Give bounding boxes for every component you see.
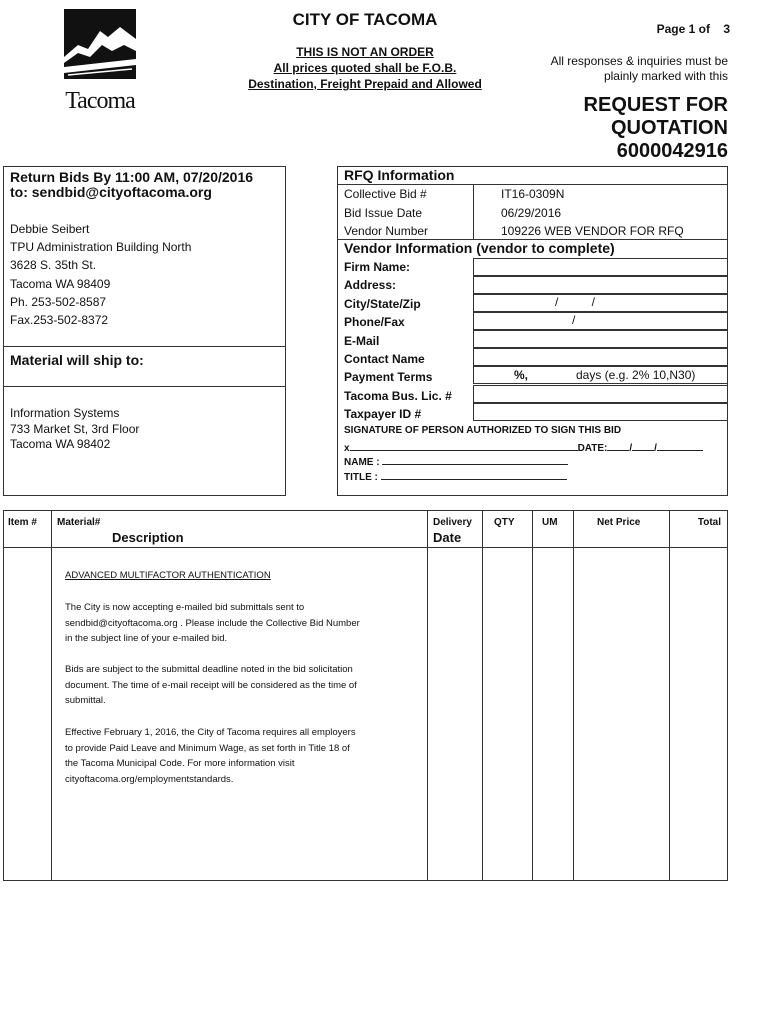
address-line: Ph. 253-502-8587	[10, 294, 107, 309]
email-label: E-Mail	[344, 333, 380, 348]
phone-fax-label: Phone/Fax	[344, 315, 405, 330]
rfq-label: Bid Issue Date	[344, 205, 423, 220]
city-slashes: / /	[555, 295, 596, 309]
name-label: NAME :	[344, 457, 380, 468]
col-qty: QTY	[494, 517, 515, 528]
contact-name-field[interactable]	[473, 348, 728, 366]
signature-heading: SIGNATURE OF PERSON AUTHORIZED TO SIGN THIS BID	[344, 425, 622, 436]
fob-line-1: All prices quoted shall be F.O.B.	[273, 61, 457, 75]
paragraph-line: in the subject line of your e-mailed bid.	[65, 633, 228, 645]
paragraph-line: document. The time of e-mail receipt will be considered as the time of	[65, 679, 357, 691]
firm-name-field[interactable]	[473, 258, 728, 276]
title-label: TITLE :	[344, 472, 378, 483]
page-indicator	[630, 22, 730, 36]
address-line: Tacoma WA 98409	[10, 276, 111, 291]
paragraph-line: The City is now accepting e-mailed bid submittals sent to	[65, 602, 305, 613]
col-total: Total	[697, 517, 721, 528]
email-field[interactable]	[473, 330, 728, 348]
city-state-zip-field[interactable]	[473, 294, 728, 312]
paragraph-line: the Tacoma Municipal Code. For more information visit	[65, 758, 295, 770]
bus-lic-label: Tacoma Bus. Lic. #	[344, 388, 452, 403]
address-field[interactable]	[473, 276, 728, 294]
not-order-notice: THIS IS NOT AN ORDER	[296, 45, 434, 59]
col-delivery: Delivery	[433, 517, 472, 528]
vendor-info-heading: Vendor Information (vendor to complete)	[344, 240, 615, 256]
address-line: Fax.253-502-8372	[10, 313, 109, 328]
address-line: Tacoma WA 98402	[10, 437, 111, 451]
title-line[interactable]	[344, 469, 567, 483]
col-date: Date	[433, 530, 462, 545]
rfq-label: Collective Bid #	[344, 187, 427, 201]
paragraph-line: Bids are subject to the submittal deadline noted in the bid solicitation	[65, 664, 353, 675]
rfq-value: 109226 WEB VENDOR FOR RFQ	[501, 224, 684, 238]
signature-x: x	[344, 443, 350, 454]
name-line[interactable]	[344, 454, 568, 468]
return-bids-deadline: Return Bids By 11:00 AM, 07/20/2016	[10, 169, 254, 185]
mountain-logo-icon	[64, 9, 136, 79]
col-net-price: Net Price	[597, 517, 641, 528]
rfq-label: Vendor Number	[344, 224, 429, 238]
paragraph-line: to provide Paid Leave and Minimum Wage, as set forth in Title 18 of	[65, 742, 350, 754]
rfq-info-labels	[344, 185, 428, 241]
city-state-zip-label: City/State/Zip	[344, 296, 421, 311]
rfq-value: 06/29/2016	[501, 205, 562, 220]
col-description: Description	[112, 530, 184, 545]
signature-line[interactable]: x DATE: / /	[344, 440, 703, 454]
address-line: Debbie Seibert	[10, 222, 90, 236]
ship-to-address	[10, 406, 139, 453]
rfq-info-values	[501, 185, 684, 241]
taxpayer-id-label: Taxpayer ID #	[344, 407, 422, 422]
payment-days: days (e.g. 2% 10,N30)	[576, 368, 696, 382]
page-label: Page 1 of	[656, 22, 710, 36]
email-bid-paragraph	[65, 600, 360, 647]
deadline-paragraph	[65, 662, 357, 709]
rfq-value: IT16-0309N	[501, 187, 565, 201]
city-title: CITY OF TACOMA	[292, 10, 438, 29]
item-title: ADVANCED MULTIFACTOR AUTHENTICATION	[65, 570, 271, 581]
return-bids-email: to: sendbid@cityoftacoma.org	[10, 184, 212, 200]
logo-wordmark: Tacoma	[65, 88, 135, 114]
rfq-title-1: REQUEST FOR	[583, 94, 728, 116]
address-line: 3628 S. 35th St.	[10, 258, 97, 273]
firm-name-label: Firm Name:	[344, 260, 411, 274]
contact-name-label: Contact Name	[344, 352, 425, 367]
col-material: Material#	[57, 517, 101, 528]
phone-slash: /	[572, 313, 576, 327]
paragraph-line: submittal.	[65, 695, 106, 707]
responses-line-2: plainly marked with this	[603, 69, 728, 83]
ship-to-heading: Material will ship to:	[10, 352, 144, 368]
address-line: TPU Administration Building North	[10, 240, 192, 255]
return-address	[10, 220, 191, 329]
address-label: Address:	[344, 278, 397, 293]
phone-fax-field[interactable]	[473, 312, 728, 330]
paid-leave-paragraph	[65, 725, 356, 787]
paragraph-line: Effective February 1, 2016, the City of Tacoma requires all employers	[65, 727, 356, 738]
address-line: 733 Market St, 3rd Floor	[10, 421, 140, 436]
col-item: Item #	[8, 517, 37, 528]
paragraph-line: cityoftacoma.org/employmentstandards.	[65, 773, 234, 785]
city-logo	[64, 9, 136, 113]
paragraph-line: sendbid@cityoftacoma.org . Please include the Collective Bid Number	[65, 617, 360, 629]
vendor-field-labels	[344, 258, 452, 424]
page-total: 3	[723, 22, 730, 36]
taxpayer-id-field[interactable]	[473, 403, 728, 421]
address-line: Information Systems	[10, 406, 120, 420]
bus-lic-field[interactable]	[473, 385, 728, 403]
rfq-number: 6000042916	[616, 140, 728, 162]
col-um: UM	[542, 517, 558, 528]
responses-line-1: All responses & inquiries must be	[550, 54, 728, 68]
fob-line-2: Destination, Freight Prepaid and Allowed	[248, 77, 482, 91]
date-label: DATE:	[577, 443, 608, 454]
rfq-title-2: QUOTATION	[610, 117, 728, 139]
rfq-info-heading: RFQ Information	[344, 167, 455, 183]
payment-percent: %,	[514, 368, 529, 382]
payment-terms-label: Payment Terms	[344, 370, 433, 385]
